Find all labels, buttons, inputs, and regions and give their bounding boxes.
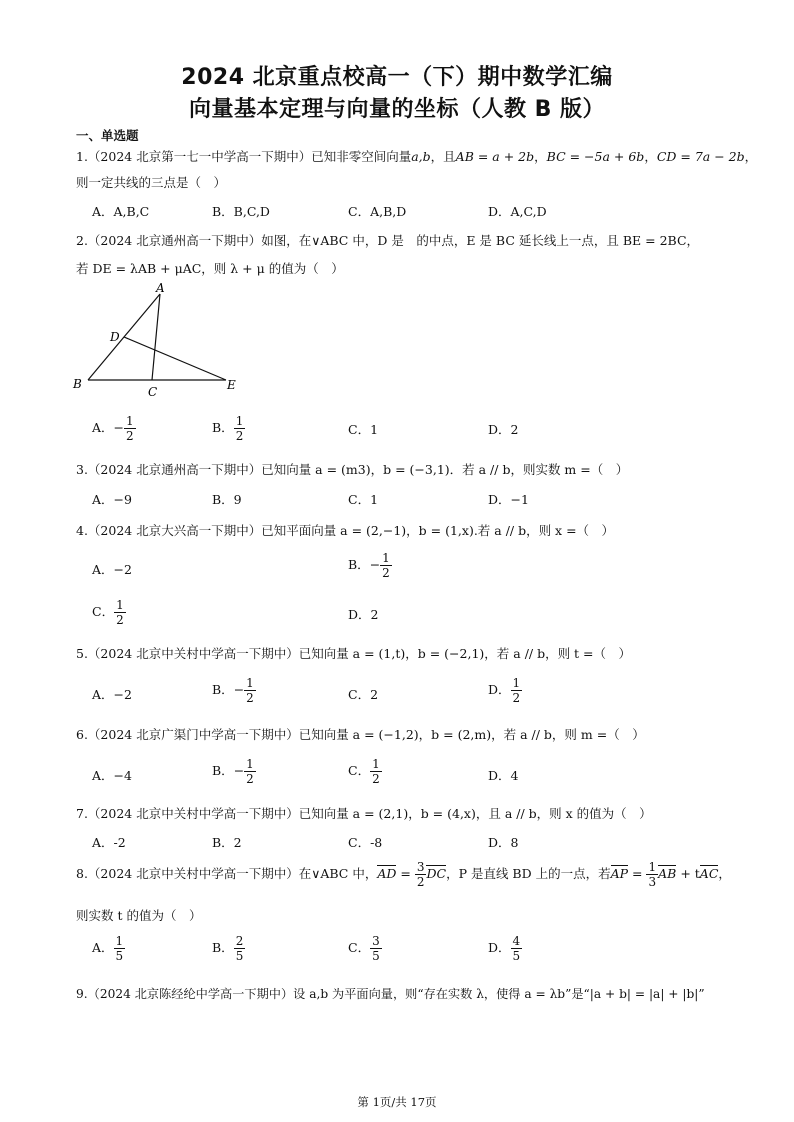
- q6-option-d[interactable]: D．4: [488, 768, 519, 783]
- q8-stem-line1: 8.（2024 北京中关村中学高一下期中）在∨ABC 中，AD = $\frac{3}{2}$ DC，P 是直线 BD 上的一点，若AP = $\frac{1}{3}$ AB + tAC，: [76, 860, 731, 889]
- q7-option-c[interactable]: C．-8: [348, 835, 383, 850]
- q7-stem: 7.（2024 北京中关村中学高一下期中）已知向量 a = (2,1)，b = (4,x)，且 a // b，则 x 的值为（ ）: [76, 806, 652, 821]
- q8-stem-line2: 则实数 t 的值为（ ）: [76, 908, 202, 923]
- q1-mid: ，且: [430, 149, 456, 164]
- q1-option-d[interactable]: D．A,C,D: [488, 204, 547, 219]
- q4-option-d[interactable]: D．2: [348, 607, 379, 622]
- q3-stem: 3.（2024 北京通州高一下期中）已知向量 a = (m3)，b = (−3,1)．若 a // b，则实数 m =（ ）: [76, 462, 629, 477]
- q2-triangle-figure: [70, 282, 250, 400]
- segment-de: [124, 337, 226, 380]
- q9-stem: 9.（2024 北京陈经纶中学高一下期中）设 a,b 为平面向量，则“存在实数 λ，使得 a = λb”是“|a + b| = |a| + |b|”: [76, 987, 705, 1001]
- q3-option-b[interactable]: B．9: [212, 492, 242, 507]
- q8-option-d[interactable]: D． $\frac{4}{5}$: [488, 934, 521, 963]
- q4-stem: 4.（2024 北京大兴高一下期中）已知平面向量 a = (2,−1)，b = (1,x).若 a // b，则 x =（ ）: [76, 523, 615, 538]
- q3-option-d[interactable]: D．−1: [488, 492, 529, 507]
- section-heading: 一、单选题: [76, 128, 139, 143]
- q2-option-b[interactable]: B． $\frac{1}{2}$: [212, 414, 244, 443]
- q2-option-d[interactable]: D．2: [488, 422, 519, 437]
- q8-option-a[interactable]: A． $\frac{1}{5}$: [92, 934, 124, 963]
- q7-option-a[interactable]: A．-2: [92, 835, 126, 850]
- q1-prefix: 1.（2024 北京第一七一中学高一下期中）已知非零空间向量: [76, 149, 412, 164]
- q6-option-a[interactable]: A．−4: [92, 768, 132, 783]
- q6-stem: 6.（2024 北京广渠门中学高一下期中）已知向量 a = (−1,2)，b = (2,m)，若 a // b，则 m =（ ）: [76, 727, 645, 742]
- q5-option-c[interactable]: C．2: [348, 687, 379, 702]
- q1-stem-line2: 则一定共线的三点是（ ）: [76, 175, 227, 190]
- q5-option-a[interactable]: A．−2: [92, 687, 132, 702]
- vec-ab: AB: [658, 866, 677, 881]
- q1-vectors: a,b: [411, 149, 431, 164]
- q1-stem-line1: 1.（2024 北京第一七一中学高一下期中）已知非零空间向量a,b，且AB = a + 2b，BC = −5a + 6b，CD = 7a − 2b，: [76, 149, 758, 164]
- q7-option-d[interactable]: D．8: [488, 835, 519, 850]
- vec-dc: DC: [426, 866, 447, 881]
- label-c: C: [148, 385, 158, 399]
- q2-option-a[interactable]: A．− $\frac{1}{2}$: [92, 414, 134, 443]
- vec-ac: AC: [699, 866, 719, 881]
- label-e: E: [227, 378, 236, 392]
- q5-option-d[interactable]: D． $\frac{1}{2}$: [488, 676, 521, 705]
- label-d: D: [110, 330, 120, 344]
- q7-option-b[interactable]: B．2: [212, 835, 242, 850]
- label-a: A: [156, 282, 165, 295]
- q1-cd: CD = 7a − 2b: [656, 149, 745, 164]
- q4-option-a[interactable]: A．−2: [92, 562, 132, 577]
- q6-option-b[interactable]: B．− $\frac{1}{2}$: [212, 757, 254, 786]
- q5-option-b[interactable]: B．− $\frac{1}{2}$: [212, 676, 254, 705]
- q3-option-c[interactable]: C．1: [348, 492, 379, 507]
- q1-option-c[interactable]: C．A,B,D: [348, 204, 407, 219]
- segment-ac: [152, 294, 160, 380]
- q2-stem-line1: 2.（2024 北京通州高一下期中）如图，在∨ABC 中，D 是 的中点，E 是 BC 延长线上一点，且 BE = 2BC，: [76, 233, 700, 248]
- document-title-line2: 向量基本定理与向量的坐标（人教 B 版）: [188, 97, 606, 122]
- q8-option-b[interactable]: B． $\frac{2}{5}$: [212, 934, 244, 963]
- q1-option-b[interactable]: B．B,C,D: [212, 204, 270, 219]
- q5-stem: 5.（2024 北京中关村中学高一下期中）已知向量 a = (1,t)，b = (−2,1)，若 a // b，则 t =（ ）: [76, 646, 632, 661]
- vec-ap: AP: [610, 866, 629, 881]
- label-b: B: [73, 377, 82, 391]
- page-footer: 第 1页/共 17页: [357, 1095, 437, 1109]
- document-title-line1: 2024 北京重点校高一（下）期中数学汇编: [181, 65, 613, 90]
- q2-stem-line2: 若 DE = λAB + μAC，则 λ + μ 的值为（ ）: [76, 261, 344, 276]
- q3-option-a[interactable]: A．−9: [92, 492, 132, 507]
- q4-option-c[interactable]: C． $\frac{1}{2}$: [92, 598, 124, 627]
- q1-bc: BC = −5a + 6b: [546, 149, 645, 164]
- q8-option-c[interactable]: C． $\frac{3}{5}$: [348, 934, 380, 963]
- q1-option-a[interactable]: A．A,B,C: [92, 204, 150, 219]
- q4-option-b[interactable]: B．− $\frac{1}{2}$: [348, 551, 390, 580]
- vec-ad: AD: [377, 866, 397, 881]
- q1-ab: AB = a + 2b: [455, 149, 535, 164]
- q6-option-c[interactable]: C． $\frac{1}{2}$: [348, 757, 380, 786]
- q2-option-c[interactable]: C．1: [348, 422, 379, 437]
